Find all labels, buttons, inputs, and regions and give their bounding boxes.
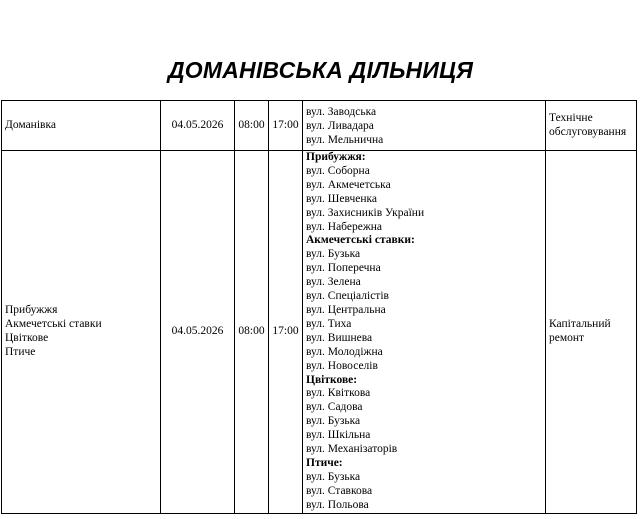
village-group-title: Птиче: bbox=[306, 456, 343, 469]
end-time-cell: 17:00 bbox=[269, 101, 303, 151]
street-item: вул. Спеціалістів bbox=[306, 290, 389, 303]
street-item: вул. Садова bbox=[306, 401, 363, 414]
locations-cell bbox=[2, 101, 161, 151]
street-item: вул. Польова bbox=[306, 498, 369, 511]
work-type-cell bbox=[546, 101, 637, 151]
streets-cell bbox=[303, 101, 546, 151]
street-item: вул. Акмечетська bbox=[306, 178, 391, 191]
streets-cell bbox=[303, 151, 546, 514]
location-name: Птиче bbox=[5, 345, 36, 358]
start-time-cell: 08:00 bbox=[235, 101, 269, 151]
street-item: вул. Молодіжна bbox=[306, 345, 383, 358]
location-name: Доманівка bbox=[5, 118, 56, 131]
page-title: ДОМАНІВСЬКА ДІЛЬНИЦЯ bbox=[167, 57, 474, 83]
table-row bbox=[2, 101, 637, 151]
location-name: Цвіткове bbox=[5, 331, 49, 344]
start-time-cell: 08:00 bbox=[235, 151, 269, 514]
village-group-title: Прибужжя: bbox=[306, 151, 366, 163]
outage-table bbox=[1, 100, 637, 514]
street-item: вул. Поперечна bbox=[306, 262, 381, 275]
street-item: вул. Бузька bbox=[306, 248, 361, 261]
table-row bbox=[2, 151, 637, 514]
street-item: вул. Центральна bbox=[306, 303, 386, 316]
street-item: вул. Ставкова bbox=[306, 484, 373, 497]
work-type-line: Капітальний bbox=[549, 317, 611, 330]
street-item: вул. Механізаторів bbox=[306, 443, 398, 456]
work-type-cell bbox=[546, 151, 637, 514]
village-group-title: Акмечетські ставки: bbox=[306, 234, 415, 247]
end-time-cell: 17:00 bbox=[269, 151, 303, 514]
street-item: вул. Новоселів bbox=[306, 359, 378, 372]
village-group-title: Цвіткове: bbox=[306, 373, 358, 386]
work-type-line: Технічне bbox=[549, 111, 593, 124]
street-item: вул. Зелена bbox=[306, 276, 361, 289]
street-item: вул. Ливадара bbox=[306, 120, 374, 133]
street-item: вул. Тиха bbox=[306, 317, 352, 330]
street-item: вул. Набережна bbox=[306, 220, 383, 233]
work-type-line: обслуговування bbox=[549, 125, 627, 138]
date-cell: 04.05.2026 bbox=[161, 151, 235, 514]
locations-cell bbox=[2, 151, 161, 514]
street-item: вул. Захисників України bbox=[306, 206, 425, 219]
street-item: вул. Вишнева bbox=[306, 331, 373, 344]
street-item: вул. Мельнична bbox=[306, 133, 384, 146]
street-item: вул. Бузька bbox=[306, 415, 361, 428]
street-item: вул. Шевченка bbox=[306, 192, 378, 205]
date-cell: 04.05.2026 bbox=[161, 101, 235, 151]
street-item: вул. Квіткова bbox=[306, 387, 371, 400]
street-item: вул. Заводська bbox=[306, 106, 377, 119]
work-type-line: ремонт bbox=[549, 331, 585, 344]
location-name: Акмечетські ставки bbox=[5, 317, 102, 330]
location-name: Прибужжя bbox=[5, 303, 58, 316]
street-item: вул. Бузька bbox=[306, 470, 361, 483]
street-item: вул. Шкільна bbox=[306, 429, 371, 442]
street-item: вул. Соборна bbox=[306, 164, 370, 177]
